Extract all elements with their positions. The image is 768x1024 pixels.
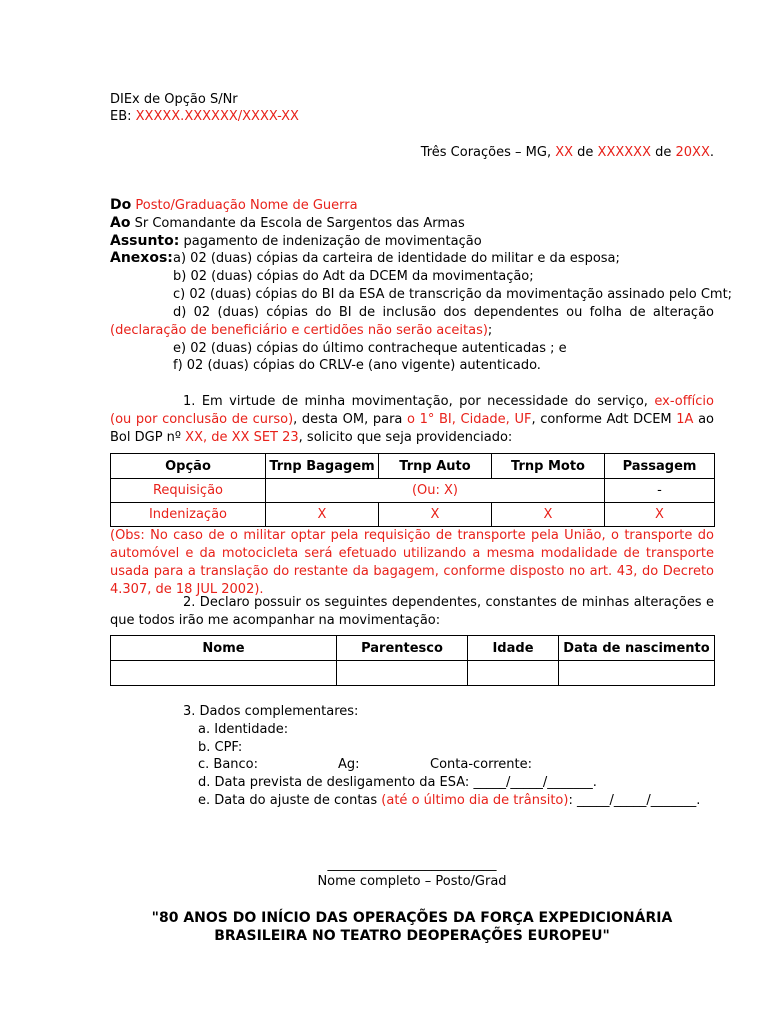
row-requisicao-passagem: - [605, 479, 715, 503]
obs-note: (Obs: No caso de o militar optar pela requisição de transporte pela União, o transporte do automóvel e da motocicleta será efetuado utilizando a mesma modalidade de transporte usada para a translação do restante da bagagem, conforme disposto no art. 43, do Decreto 4.307, de 18 JUL 2002). [110, 528, 714, 597]
row-indenizacao-moto: X [492, 503, 605, 527]
item-banco: c. Banco: [198, 757, 259, 772]
item-ajuste [198, 793, 700, 808]
table-row [111, 479, 715, 503]
anexo-d-text: d) 02 (duas) cópias do BI de inclusão dos dependentes ou folha de alteração [173, 305, 714, 320]
assunto-label: Assunto: [110, 233, 180, 249]
col-data-nascimento: Data de nascimento [559, 636, 715, 661]
col-nome: Nome [111, 636, 337, 661]
item-agencia: Ag: [338, 757, 360, 772]
p1-text: 1. Em virtude de minha movimentação, por necessidade do serviço, [183, 394, 655, 409]
item-desligamento: d. Data prevista de desligamento da ESA: _____/_____/_______. [198, 775, 597, 790]
date-day: XX [555, 145, 574, 160]
assunto-value: pagamento de indenização de movimentação [183, 234, 482, 249]
item-conta: Conta-corrente: [430, 757, 533, 772]
table-header-row [111, 454, 715, 479]
row-indenizacao-passagem: X [605, 503, 715, 527]
row-indenizacao-auto: X [379, 503, 492, 527]
paragraph-1 [110, 393, 714, 447]
from-field [110, 197, 358, 213]
ao-value: Sr Comandante da Escola de Sargentos das Armas [134, 216, 465, 231]
paragraph-2: 2. Declaro possuir os seguintes dependentes, constantes de minhas alterações e que todos irão me acompanhar na movimentação: [110, 595, 714, 628]
col-idade: Idade [468, 636, 559, 661]
p1-text: ao Bol DGP nº [110, 412, 715, 445]
anexo-d [110, 304, 714, 340]
row-indenizacao-bagagem: X [266, 503, 379, 527]
col-trnp-bagagem: Trnp Bagagem [266, 454, 379, 479]
item-ajuste-note: (até o último dia de trânsito) [381, 793, 569, 808]
item-ajuste-text: e. Data do ajuste de contas [198, 793, 382, 808]
eb-label: EB: [110, 109, 136, 124]
signature-line: __________________________ [327, 857, 497, 872]
date-end: . [709, 145, 714, 160]
table-row [111, 503, 715, 527]
date-sep: de [573, 145, 598, 160]
anexo-b: b) 02 (duas) cópias do Adt da DCEM da movimentação; [173, 269, 534, 284]
col-trnp-moto: Trnp Moto [492, 454, 605, 479]
cell-empty[interactable] [559, 661, 715, 686]
ao-label: Ao [110, 215, 131, 231]
dependents-table [110, 635, 715, 686]
col-opcao: Opção [111, 454, 266, 479]
cell-empty[interactable] [337, 661, 468, 686]
diex-header: DIEx de Opção S/Nr [110, 92, 238, 107]
table-header-row [111, 636, 715, 661]
section-3-title: 3. Dados complementares: [183, 704, 359, 719]
do-value: Posto/Graduação Nome de Guerra [135, 198, 358, 213]
table-row [111, 661, 715, 686]
date-line [421, 145, 714, 160]
to-field [110, 215, 465, 231]
p1-motive: ex-offício (ou por conclusão de curso) [110, 394, 714, 427]
transport-table [110, 453, 715, 527]
date-year: 20XX [675, 145, 710, 160]
anexo-d-end: ; [487, 323, 493, 338]
item-cpf: b. CPF: [198, 740, 243, 755]
do-label: Do [110, 197, 132, 213]
p1-destination: o 1° BI, Cidade, UF [407, 412, 532, 427]
p1-text: , desta OM, para [293, 412, 408, 427]
cell-empty[interactable] [468, 661, 559, 686]
date-city: Três Corações – MG, [420, 145, 556, 160]
row-requisicao-merged: (Ou: X) [266, 479, 605, 503]
cell-empty[interactable] [111, 661, 337, 686]
item-identidade: a. Identidade: [198, 722, 289, 737]
p1-text: , conforme Adt DCEM [531, 412, 677, 427]
anexo-c: c) 02 (duas) cópias do BI da ESA de transcrição da movimentação assinado pelo Cmt; [173, 287, 733, 302]
col-trnp-auto: Trnp Auto [379, 454, 492, 479]
anexo-d-warning: (declaração de beneficiário e certidões não serão aceitas) [110, 323, 488, 338]
anexo-a: a) 02 (duas) cópias da carteira de identidade do militar e da esposa; [173, 251, 620, 266]
anexo-e: e) 02 (duas) cópias do último contracheque autenticadas ; e [173, 341, 567, 356]
item-ajuste-end: : _____/_____/_______. [568, 793, 701, 808]
col-passagem: Passagem [605, 454, 715, 479]
subject-field [110, 233, 482, 249]
eb-line [110, 109, 299, 124]
p1-bol: XX, de XX SET 23 [185, 430, 299, 445]
signature-name: Nome completo – Posto/Grad [317, 874, 507, 889]
col-parentesco: Parentesco [337, 636, 468, 661]
anexos-label: Anexos: [110, 250, 173, 266]
p1-text: , solicito que seja providenciado: [298, 430, 513, 445]
date-month: XXXXXX [597, 145, 651, 160]
anexo-f: f) 02 (duas) cópias do CRLV-e (ano vigente) autenticado. [173, 358, 541, 373]
motto: "80 ANOS DO INÍCIO DAS OPERAÇÕES DA FORÇA EXPEDICIONÁRIA BRASILEIRA NO TEATRO DEOPERAÇÕES EUROPEU" [151, 910, 673, 944]
row-indenizacao-label: Indenização [111, 503, 266, 527]
eb-number: XXXXX.XXXXXX/XXXX-XX [135, 109, 299, 124]
row-requisicao-label: Requisição [111, 479, 266, 503]
p1-adt: 1A [676, 412, 694, 427]
date-sep: de [650, 145, 676, 160]
